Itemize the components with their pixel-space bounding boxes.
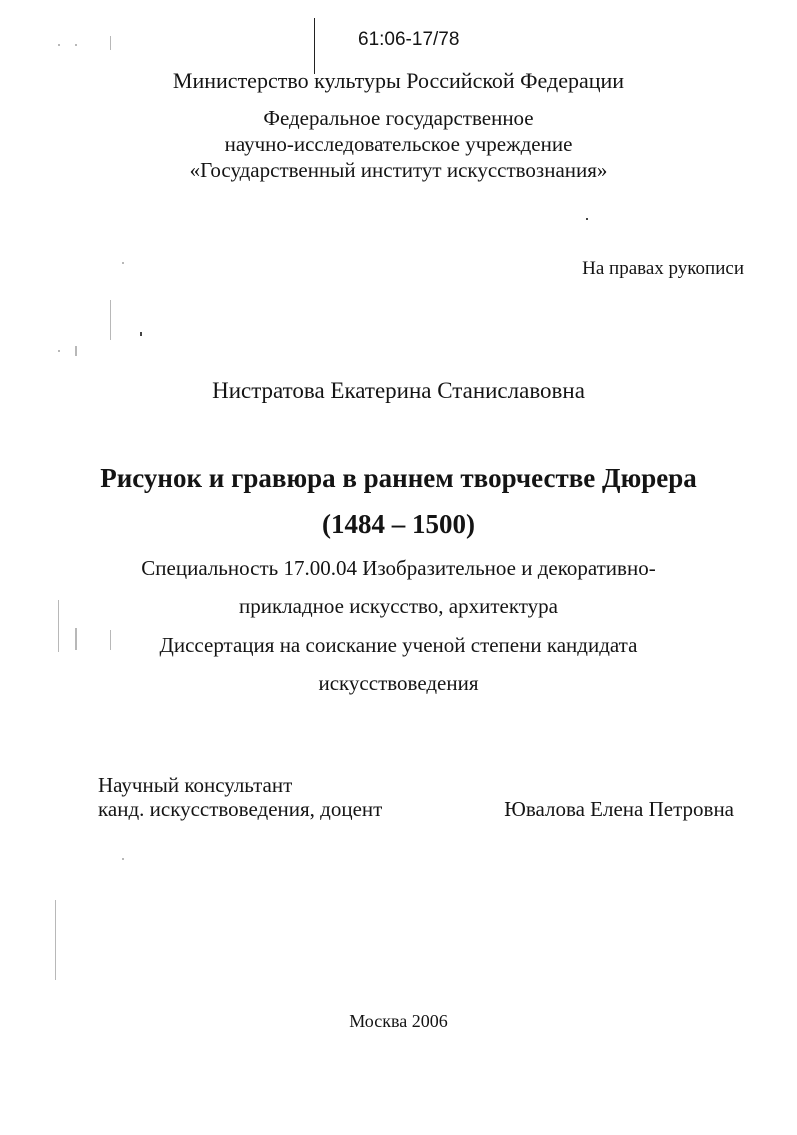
institution-line-1: Федеральное государственное: [263, 106, 534, 130]
scan-speck: [58, 600, 59, 652]
scan-speck: [75, 346, 77, 356]
advisor-name: Ювалова Елена Петровна: [504, 797, 734, 821]
dissertation-years: (1484 – 1500): [322, 509, 475, 539]
specialty-line-2: прикладное искусство, архитектура: [239, 594, 558, 618]
city-year: Москва 2006: [349, 1011, 448, 1031]
stamp-code: 61:06-17/78: [358, 29, 460, 50]
stamp-rule: [314, 18, 315, 74]
scan-speck: [122, 858, 124, 860]
scan-speck: [58, 350, 60, 352]
institution-line-3: «Государственный институт искусствознания»: [189, 158, 608, 182]
scan-speck: [110, 630, 111, 650]
scan-speck: [122, 262, 124, 264]
scan-speck: [110, 36, 111, 50]
scan-speck: [75, 628, 77, 650]
dissertation-line-2: искусствоведения: [318, 671, 479, 695]
scan-speck: [58, 44, 60, 46]
scan-speck: [75, 44, 77, 46]
dissertation-title: Рисунок и гравюра в раннем творчестве Дюрера: [100, 463, 697, 493]
scan-speck: [55, 900, 56, 980]
manuscript-note: На правах рукописи: [582, 258, 744, 279]
scan-speck: [140, 332, 142, 336]
advisor-degree: канд. искусствоведения, доцент: [98, 797, 383, 821]
institution-line-2: научно-исследовательское учреждение: [224, 132, 573, 156]
scan-speck: [586, 218, 588, 220]
scan-speck: [110, 300, 111, 340]
author-name: Нистратова Екатерина Станиславовна: [212, 378, 585, 403]
specialty-line-1: Специальность 17.00.04 Изобразительное и декоративно-: [141, 556, 656, 580]
advisor-role: Научный консультант: [98, 773, 293, 797]
ministry-name: Министерство культуры Российской Федерации: [172, 68, 625, 93]
dissertation-line-1: Диссертация на соискание ученой степени кандидата: [159, 633, 638, 657]
